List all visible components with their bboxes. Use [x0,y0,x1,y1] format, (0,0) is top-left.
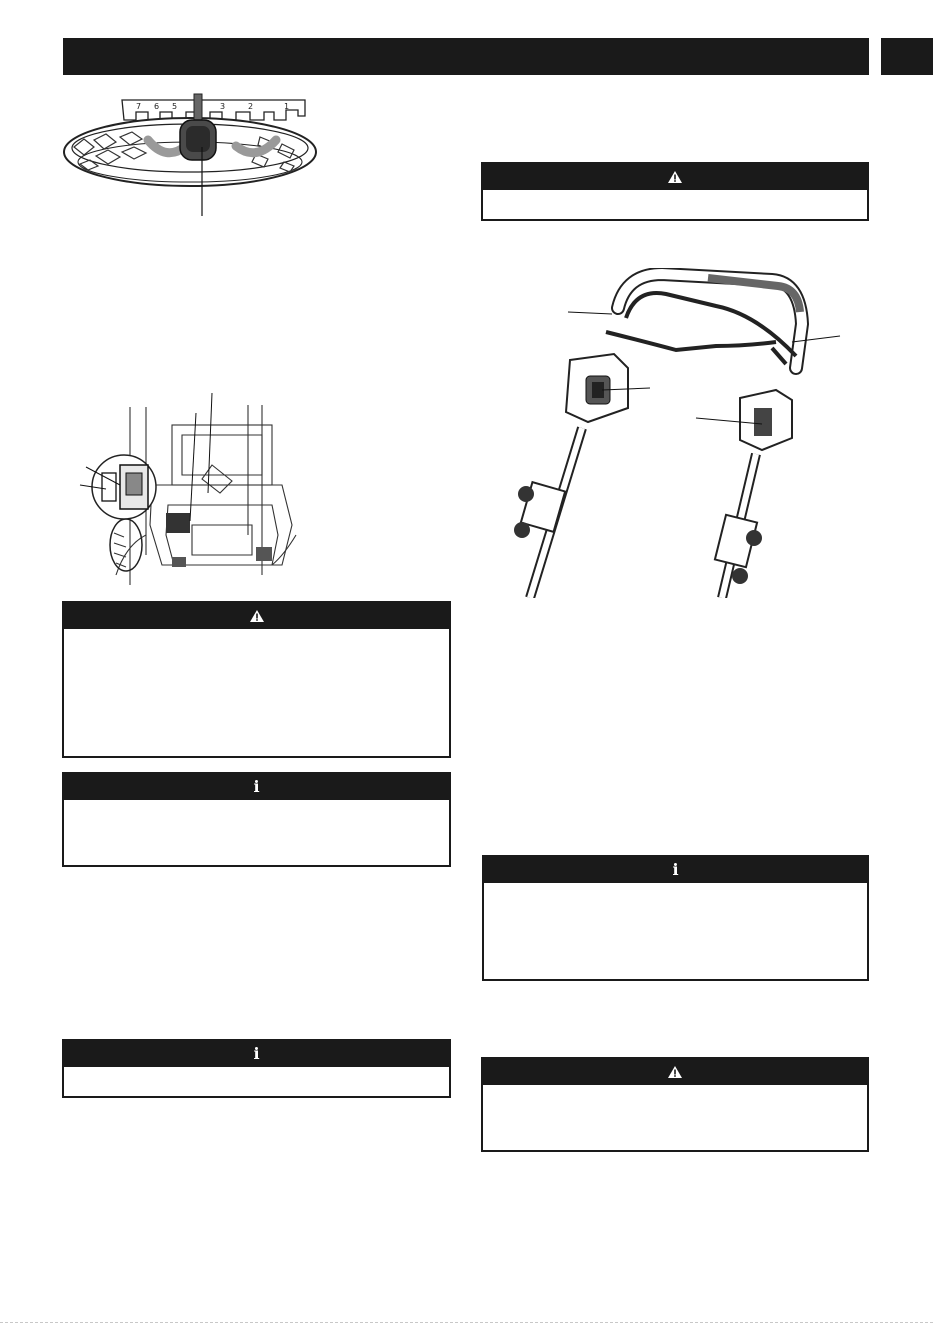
info-i-icon: i [672,860,679,879]
section-header-bar [63,38,869,75]
scale-number: 2 [248,102,254,111]
warning-header [483,164,867,190]
info-header [64,774,449,800]
info-header [484,857,867,883]
page-tab-marker [881,38,933,75]
scale-number: 1 [284,102,290,111]
warning-triangle-icon [668,171,682,183]
warning-triangle-icon [250,610,264,622]
info-header [64,1041,449,1067]
warning-box-right-1 [481,162,869,221]
wheel-height-adjust-figure [60,92,320,222]
warning-box-left [62,601,451,758]
warning-header [64,603,449,629]
page-trim-line [0,1322,933,1323]
scale-number: 3 [220,102,226,111]
scale-number: 6 [154,102,160,111]
info-box-right [482,855,869,981]
info-i-icon: i [253,1044,260,1063]
info-box-left-1 [62,772,451,867]
handle-controls-figure [500,268,845,598]
info-i-icon: i [253,777,260,796]
scale-number: 5 [172,102,178,111]
scale-number: 7 [136,102,142,111]
info-box-left-2 [62,1039,451,1098]
warning-triangle-icon [668,1066,682,1078]
warning-box-right-2 [481,1057,869,1152]
battery-compartment-figure [72,385,302,595]
warning-header [483,1059,867,1085]
